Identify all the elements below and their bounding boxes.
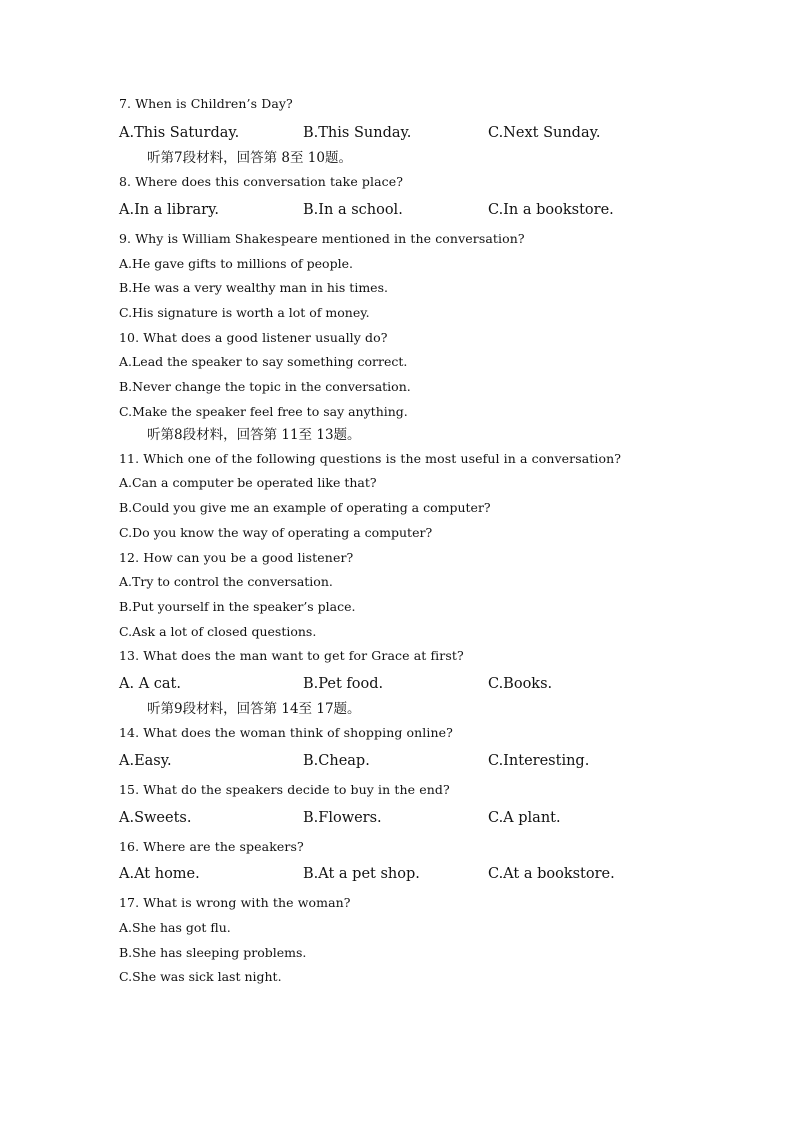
q12-option-c: C.Ask a lot of closed questions. [119, 624, 317, 639]
q15-option-b: B.Flowers. [303, 810, 382, 826]
q10-option-a: A.Lead the speaker to say something correct. [119, 354, 408, 369]
question-11: 11. Which one of the following questions is the most useful in a conversation? [119, 451, 622, 466]
q7-option-b: B.This Sunday. [303, 125, 412, 141]
q9-option-c: C.His signature is worth a lot of money. [119, 305, 370, 320]
q17-option-c: C.She was sick last night. [119, 969, 282, 984]
question-14: 14. What does the woman think of shopping online? [119, 725, 453, 740]
q14-option-b: B.Cheap. [303, 753, 370, 769]
q14-option-c: C.Interesting. [488, 753, 590, 769]
question-15: 15. What do the speakers decide to buy in the end? [119, 782, 450, 797]
q15-option-c: C.A plant. [488, 810, 561, 826]
question-10: 10. What does a good listener usually do? [119, 330, 388, 345]
question-9: 9. Why is William Shakespeare mentioned in the conversation? [119, 231, 525, 246]
q11-option-b: B.Could you give me an example of operating a computer? [119, 500, 491, 515]
q9-option-b: B.He was a very wealthy man in his times. [119, 280, 388, 295]
question-17: 17. What is wrong with the woman? [119, 895, 351, 910]
q9-option-a: A.He gave gifts to millions of people. [119, 256, 353, 271]
section-8-instruction: 听第8段材料，回答第 11至 13题。 [147, 427, 361, 443]
q14-option-a: A.Easy. [119, 753, 172, 769]
q11-option-c: C.Do you know the way of operating a computer? [119, 525, 433, 540]
q7-option-a: A.This Saturday. [119, 125, 240, 141]
q10-option-b: B.Never change the topic in the conversation. [119, 379, 411, 394]
q13-option-a: A. A cat. [119, 676, 181, 692]
section-7-instruction: 听第7段材料，回答第 8至 10题。 [147, 150, 352, 166]
question-7: 7. When is Children’s Day? [119, 96, 293, 111]
q17-option-a: A.She has got flu. [119, 920, 231, 935]
q8-option-b: B.In a school. [303, 202, 403, 218]
question-8: 8. Where does this conversation take place? [119, 174, 404, 189]
q15-option-a: A.Sweets. [119, 810, 192, 826]
question-13: 13. What does the man want to get for Grace at first? [119, 648, 464, 663]
q12-option-a: A.Try to control the conversation. [119, 574, 333, 589]
q12-option-b: B.Put yourself in the speaker’s place. [119, 599, 356, 614]
question-12: 12. How can you be a good listener? [119, 550, 354, 565]
q16-option-b: B.At a pet shop. [303, 866, 420, 882]
question-16: 16. Where are the speakers? [119, 839, 304, 854]
q10-option-c: C.Make the speaker feel free to say anything. [119, 404, 408, 419]
q16-option-a: A.At home. [119, 866, 200, 882]
section-9-instruction: 听第9段材料，回答第 14至 17题。 [147, 701, 361, 717]
q7-option-c: C.Next Sunday. [488, 125, 601, 141]
q11-option-a: A.Can a computer be operated like that? [119, 475, 377, 490]
q16-option-c: C.At a bookstore. [488, 866, 615, 882]
q8-option-a: A.In a library. [119, 202, 219, 218]
q13-option-c: C.Books. [488, 676, 553, 692]
q13-option-b: B.Pet food. [303, 676, 384, 692]
q17-option-b: B.She has sleeping problems. [119, 945, 307, 960]
q8-option-c: C.In a bookstore. [488, 202, 614, 218]
